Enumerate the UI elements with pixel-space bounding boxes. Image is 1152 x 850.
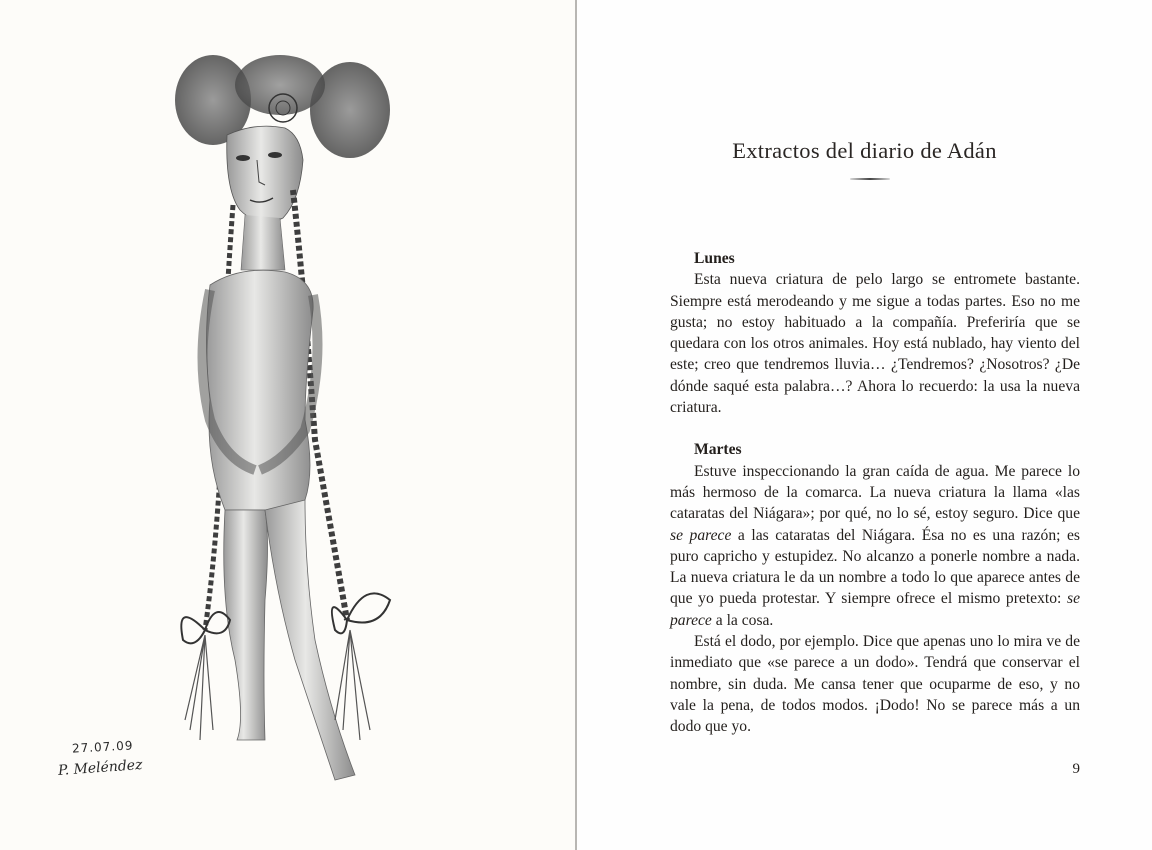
section-spacer (670, 418, 1080, 439)
paragraph (670, 461, 1080, 631)
signature-name: P. Meléndez (57, 757, 143, 779)
title-ornament-rule (850, 178, 890, 180)
emphasis: se parece (670, 526, 732, 544)
page-number: 9 (1072, 761, 1080, 777)
paragraph: Esta nueva criatura de pelo largo se entromete bastante. Siempre está merodeando y me sigue a todas partes. Eso no me gusta; no estoy habituado a la compañía. Preferiría que se quedara con los otros animales. Hoy está nublado, hay viento del este; creo que tendremos lluvia… ¿Tendremos? ¿Nosotros? ¿De dónde saqué esta palabra…? Ahora lo recuerdo: la usa la nueva criatura. (670, 271, 1080, 417)
section-heading-martes: Martes (694, 441, 742, 459)
figure-illustration (165, 40, 425, 800)
right-page (577, 0, 1152, 850)
paragraph: Está el dodo, por ejemplo. Dice que apenas uno lo mira ve de inmediato que «se parece a un dodo». Tendrá que conservar el nombre, sin duda. Me cansa tener que ocuparme de eso, y no vale la pena, de todos modos. ¡Dodo! No se parece más a un dodo que yo. (670, 633, 1080, 736)
text-run: Estuve inspeccionando la gran caída de agua. Me parece lo más hermoso de la comarca. La nueva criatura la llama «las cataratas del Niágara»; por qué, no lo sé, estoy seguro. Dice que (670, 462, 1080, 523)
emphasis: se parece (670, 590, 1080, 629)
chapter-title: Extractos del diario de Adán (732, 138, 997, 163)
text-run: a las cataratas del Niágara. Ésa no es una razón; es puro capricho y estupidez. No alcanzo a ponerle nombre a nada. La nueva criatura le da un nombre a todo lo que aparece antes de que yo pueda protestar. Y siempre ofrece el mismo pretexto: (670, 526, 1080, 608)
signature-date: 27.07.09 (71, 738, 134, 756)
chapter-body (670, 248, 1080, 738)
section-heading-lunes: Lunes (694, 250, 735, 267)
left-page (0, 0, 575, 850)
text-run: a la cosa. (711, 611, 774, 629)
